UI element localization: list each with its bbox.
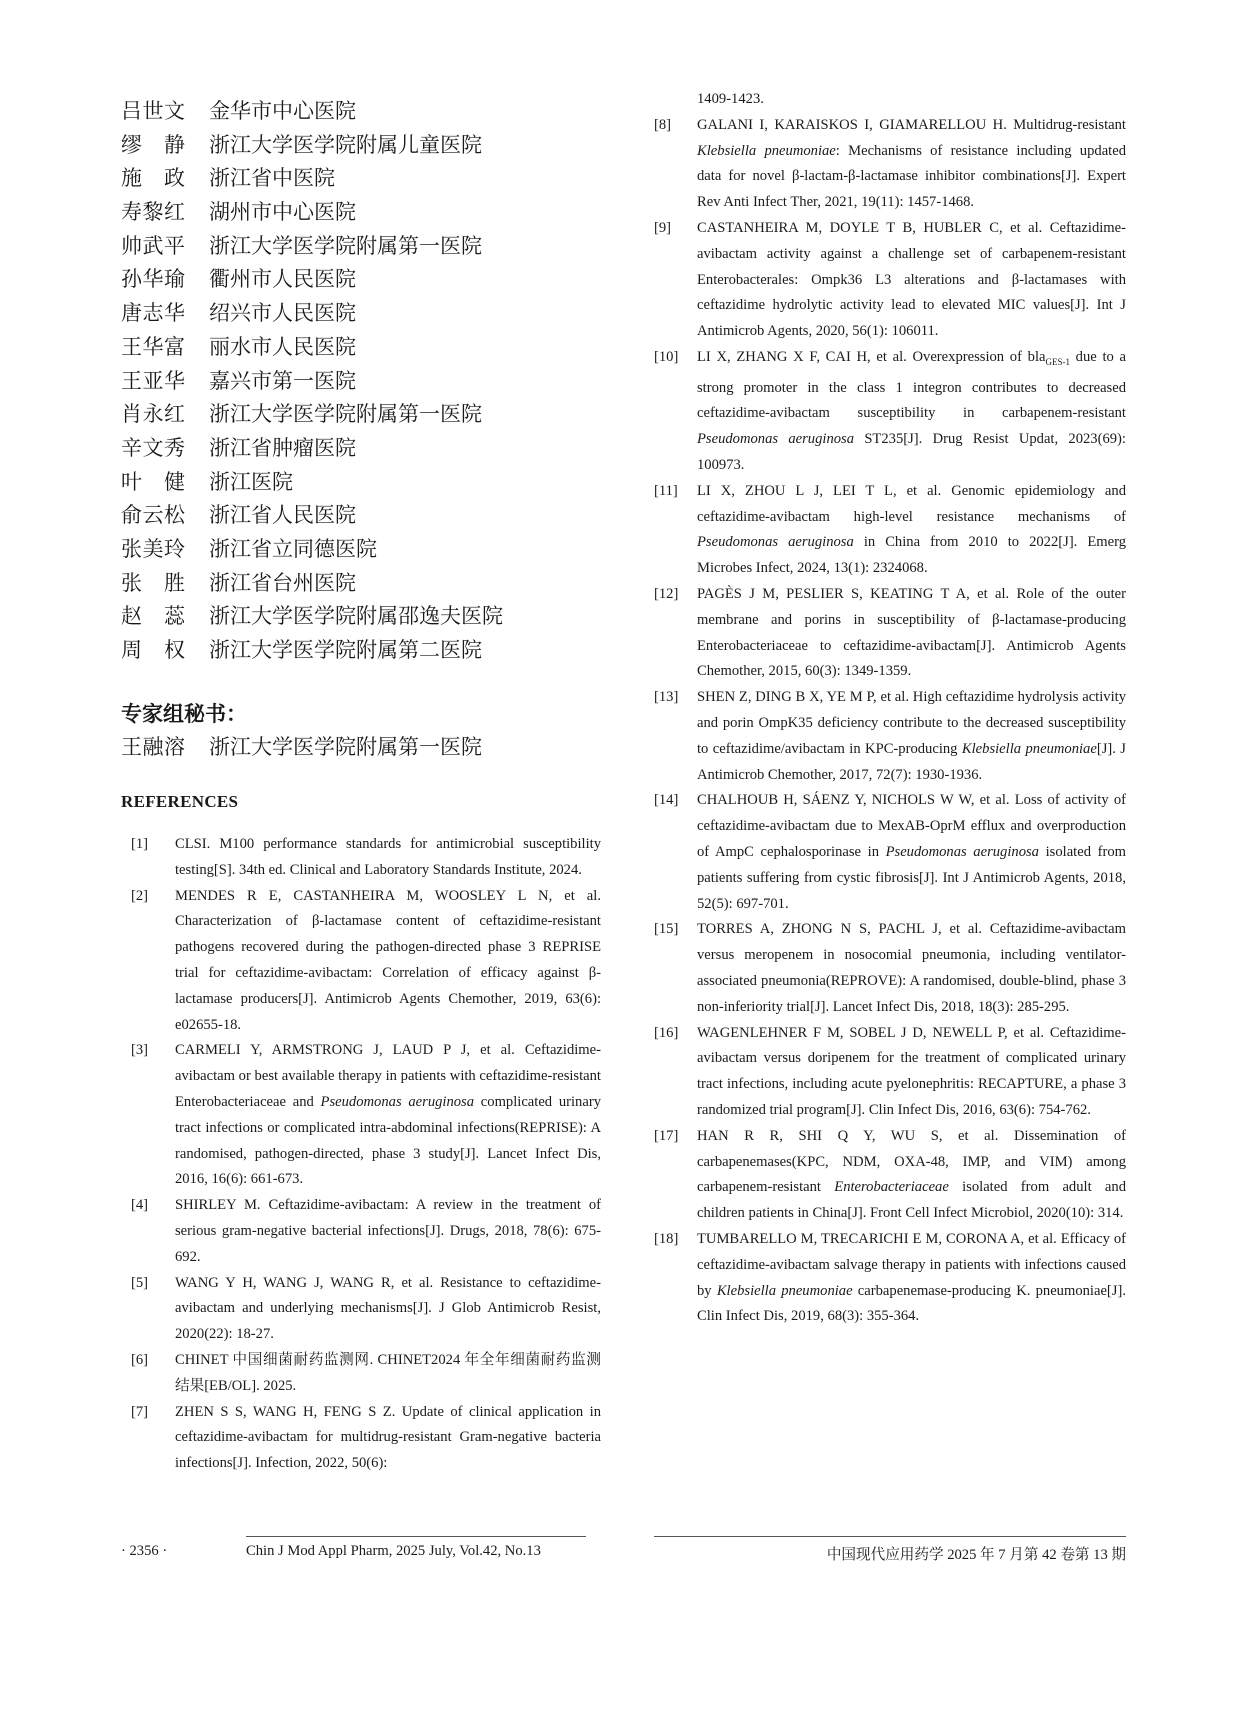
expert-entry [121,533,601,567]
reference-text [175,832,601,884]
expert-name: 王华富 [121,334,186,359]
reference-number: [8] [654,116,672,133]
reference-italic: Klebsiella pneumoniae [716,1282,853,1299]
expert-name: 吕世文 [121,99,186,123]
reference-number: [18] [654,1230,679,1247]
expert-entry [121,263,601,297]
reference-segment: CLSI. M100 performance standards for antimicrobial susceptibility testing[S]. 34th ed. Clinical and Laboratory Standards Institute, 2024. [175,836,601,878]
reference-number: [17] [654,1127,679,1144]
reference-text [697,113,1126,216]
page-number: · 2356 · [121,1543,168,1559]
expert-name: 张美玲 [121,536,186,561]
expert-hospital: 衢州市人民医院 [209,267,356,292]
reference-italic: Klebsiella pneumoniae [697,142,836,159]
reference-segment: TUMBARELLO M, TRECARICHI E M, CORONA A, et al. Efficacy of ceftazidime-avibactam salvage therapy in patients with infections caused by [697,1230,1126,1299]
expert-entry [121,398,601,432]
reference-text [697,1021,1126,1124]
reference-segment: SHIRLEY M. Ceftazidime-avibactam: A review in the treatment of serious gram-negative bacterial infections[J]. Drugs, 2018, 78(6): 675-692. [175,1197,601,1265]
expert-name: 施 政 [121,166,186,191]
expert-entry [121,432,601,466]
expert-hospital: 浙江省中医院 [209,166,335,191]
reference-segment: GALANI I, KARAISKOS I, GIAMARELLOU H. Multidrug-resistant [697,116,1126,133]
expert-entry [121,331,601,365]
reference-list-right [654,113,1126,1330]
expert-entry [121,230,601,264]
expert-entry [121,162,601,196]
reference-segment: [J]. J Antimicrob Chemother, 2017, 72(7): 1930-1936. [697,740,1126,783]
reference-italic: Pseudomonas aeruginosa [320,1093,475,1110]
expert-name: 叶 健 [121,469,186,494]
reference-segment: LI X, ZHANG X F, CAI H, et al. Overexpression of bla [697,348,1046,365]
reference-number: [9] [654,219,672,236]
expert-hospital: 浙江医院 [209,469,293,494]
expert-hospital: 丽水市人民医院 [209,334,356,359]
reference-segment: ZHEN S S, WANG H, FENG S Z. Update of clinical application in ceftazidime-avibactam for multidrug-resistant Gram-negative bacteria infections[J]. Infection, 2022, 50(6): [175,1403,601,1472]
reference-text [697,345,1126,479]
reference-segment: due to a strong promoter in the class 1 integron contributes to decreased ceftazidime-avibactam susceptibility in carbapenem-resistant [697,348,1126,422]
expert-entry [121,129,601,163]
reference-segment: WAGENLEHNER F M, SOBEL J D, NEWELL P, et al. Ceftazidime-avibactam versus doripenem for the treatment of complicated urinary tract infections, including acute pyelonephritis: RECAPTURE, a phase 3 randomized trial program[J]. Clin Infect Dis, 2016, 63(6): 754-762. [697,1024,1126,1118]
reference-item [131,1271,601,1348]
expert-name: 俞云松 [121,503,186,528]
reference-item [654,788,1126,917]
reference-item [654,216,1126,345]
reference-number: [1] [131,836,149,852]
reference-text [175,1400,601,1477]
right-column [654,87,1126,1330]
reference-number: [11] [654,482,678,499]
expert-hospital: 浙江大学医学院附属邵逸夫医院 [209,604,503,629]
reference-item [654,479,1126,582]
reference-segment: CASTANHEIRA M, DOYLE T B, HUBLER C, et al. Ceftazidime-avibactam activity against a challenge set of carbapenem-resistant Enterobacterales: Ompk36 L3 alterations and β-lactamases with ceftazidime hydrolytic activity lead to elevated MIC values[J]. Int J Antimicrob Agents, 2020, 56(1): 106011. [697,219,1126,340]
expert-entry [121,499,601,533]
reference-item [654,113,1126,216]
reference-number: [2] [131,887,149,904]
expert-name: 唐志华 [121,301,186,326]
expert-name: 王亚华 [121,368,186,393]
reference-number: [4] [131,1197,149,1214]
reference-item [131,1348,601,1400]
reference-text [175,1038,601,1193]
reference-segment: in China from 2010 to 2022[J]. Emerg Microbes Infect, 2024, 13(1): 2324068. [697,534,1126,577]
reference-item [654,685,1126,788]
expert-hospital: 浙江省人民医院 [209,503,356,528]
reference-item [131,1193,601,1270]
footer-divider-right [654,1536,1126,1537]
reference-item [131,832,601,884]
reference-text [697,917,1126,1020]
expert-hospital: 浙江省台州医院 [209,570,356,595]
reference-number: [14] [654,792,679,809]
expert-entry [121,634,601,668]
expert-name: 辛文秀 [121,435,186,460]
secretary-entry [121,731,601,764]
expert-name: 周 权 [121,638,186,662]
reference-text [697,216,1126,345]
reference-text [697,1227,1126,1330]
reference-text [697,582,1126,685]
secretary-hospital: 浙江大学医学院附属第一医院 [209,734,482,759]
secretary-name: 王融溶 [121,734,186,759]
expert-entry [121,365,601,399]
expert-name: 张 胜 [121,570,186,595]
reference-number: [7] [131,1403,149,1420]
reference-italic: Klebsiella pneumoniae [961,740,1097,757]
reference-text [175,1193,601,1270]
expert-entry [121,196,601,230]
expert-hospital: 浙江省立同德医院 [209,536,377,561]
reference-number: [13] [654,689,679,706]
reference-text [697,788,1126,917]
reference-item [654,1227,1126,1330]
reference-segment: LI X, ZHOU L J, LEI T L, et al. Genomic epidemiology and ceftazidime-avibactam high-level resistance mechanisms of [697,482,1126,525]
reference-number: [6] [131,1351,149,1368]
expert-hospital: 绍兴市人民医院 [209,301,356,326]
reference-text [697,685,1126,788]
reference-number: [3] [131,1042,149,1059]
expert-hospital: 浙江省肿瘤医院 [209,435,356,460]
reference-list-left [131,832,601,1477]
expert-name: 缪 静 [121,132,186,157]
reference-number: [16] [654,1024,679,1041]
expert-hospital: 浙江大学医学院附属儿童医院 [209,132,482,157]
reference-item [654,582,1126,685]
expert-entry [121,297,601,331]
expert-hospital: 金华市中心医院 [209,99,356,123]
reference-item [654,917,1126,1020]
footer-divider-left [246,1536,586,1537]
expert-hospital: 浙江大学医学院附属第一医院 [209,233,482,258]
reference-segment: CHALHOUB H, SÁENZ Y, NICHOLS W W, et al. Loss of activity of ceftazidime-avibactam due to MexAB-OprM efflux and overproduction of AmpC cephalosporinase in [697,792,1126,861]
reference-number: [5] [131,1274,149,1291]
expert-hospital: 浙江大学医学院附属第二医院 [209,638,482,662]
reference-italic: Enterobacteriaceae [834,1179,949,1196]
reference-number: [12] [654,586,679,603]
expert-name: 帅武平 [121,233,186,258]
expert-name: 寿黎红 [121,200,186,225]
reference-italic: Pseudomonas aeruginosa [885,844,1039,861]
expert-entry [121,567,601,601]
reference-item [131,1400,601,1477]
reference-item [654,1021,1126,1124]
reference-segment: isolated from patients suffering from cystic fibrosis[J]. Int J Antimicrob Agents, 2018, 52(5): 697-701. [697,844,1126,912]
reference-number: [10] [654,348,679,365]
reference-item [131,1038,601,1193]
reference-item [131,884,601,1039]
expert-hospital: 浙江大学医学院附属第一医院 [209,402,482,427]
journal-citation-chinese: 中国现代应用药学 2025 年 7 月第 42 卷第 13 期 [826,1547,1126,1563]
reference-text [175,1348,601,1400]
reference-item [654,345,1126,479]
reference-segment: : Mechanisms of resistance including updated data for novel β-lactam-β-lactamase inhibitor combinations[J]. Expert Rev Anti Infect Ther, 2021, 19(11): 1457-1468. [697,142,1126,211]
reference-segment: isolated from adult and children patients in China[J]. Front Cell Infect Microbiol, 2020(10): 314. [697,1179,1126,1222]
journal-citation: Chin J Mod Appl Pharm, 2025 July, Vol.42, No.13 [246,1543,541,1559]
reference-subscript: GES-1 [1045,356,1070,367]
reference-segment: HAN R R, SHI Q Y, WU S, et al. Dissemination of carbapenemases(KPC, NDM, OXA-48, IMP, and VIM) among carbapenem-resistant [697,1127,1126,1196]
expert-entry [121,95,601,129]
reference-continuation: 1409-1423. [697,91,764,107]
reference-segment: CARMELI Y, ARMSTRONG J, LAUD P J, et al. Ceftazidime-avibactam or best available therapy in patients with ceftazidime-resistant Enterobacteriaceae and [175,1042,601,1110]
left-column [121,95,601,812]
expert-name: 赵 蕊 [121,604,186,629]
reference-segment: MENDES R E, CASTANHEIRA M, WOOSLEY L N, et al. Characterization of β-lactamase content of ceftazidime-resistant pathogens recovered during the pathogen-directed phase 3 REPRISE trial for ceftazidime-avibactam: Correlation of efficacy against β-lactamase producers[J]. Antimicrob Agents Chemother, 2019, 63(6): e02655-18. [175,887,601,1033]
reference-segment: ST235[J]. Drug Resist Updat, 2023(69): 100973. [697,431,1126,474]
reference-segment: PAGÈS J M, PESLIER S, KEATING T A, et al. Role of the outer membrane and porins in susceptibility of β-lactamase-producing Enterobacteriaceae to ceftazidime-avibactam[J]. Antimicrob Agents Chemother, 2015, 60(3): 1349-1359. [697,586,1126,680]
reference-text [175,1271,601,1348]
expert-entry [121,466,601,500]
reference-segment: carbapenemase-producing K. pneumoniae[J]. Clin Infect Dis, 2019, 68(3): 355-364. [697,1282,1126,1325]
reference-segment: WANG Y H, WANG J, WANG R, et al. Resistance to ceftazidime-avibactam and underlying mechanisms[J]. J Glob Antimicrob Resist, 2020(22): 18-27. [175,1274,601,1343]
secretary-heading: 专家组秘书： [121,701,247,726]
reference-item [654,1124,1126,1227]
reference-segment: CHINET 中国细菌耐药监测网. CHINET2024 年全年细菌耐药监测结果[EB/OL]. 2025. [175,1351,601,1394]
expert-hospital: 嘉兴市第一医院 [209,368,356,393]
reference-segment: complicated urinary tract infections or complicated intra-abdominal infections(REPRISE): A randomised, pathogen-directed, phase 3 study[J]. Lancet Infect Dis, 2016, 16(6): 661-673. [175,1093,601,1188]
expert-hospital: 湖州市中心医院 [209,200,356,225]
expert-name: 孙华瑜 [121,267,186,292]
reference-segment: TORRES A, ZHONG N S, PACHL J, et al. Ceftazidime-avibactam versus meropenem in nosocomial pneumonia, including ventilator-associated pneumonia(REPROVE): A randomised, double-blind, phase 3 non-inferiority trial[J]. Lancet Infect Dis, 2018, 18(3): 285-295. [697,921,1126,1015]
reference-number: [15] [654,921,679,938]
expert-list [121,95,601,668]
expert-name: 肖永红 [121,402,186,427]
reference-text [175,884,601,1039]
references-heading: REFERENCES [121,791,239,811]
reference-text [697,1124,1126,1227]
reference-text [697,479,1126,582]
expert-entry [121,600,601,634]
reference-italic: Pseudomonas aeruginosa [697,431,855,448]
reference-segment: SHEN Z, DING B X, YE M P, et al. High ceftazidime hydrolysis activity and porin OmpK35 deficiency contribute to the decreased susceptibility to ceftazidime/avibactam in KPC-producing [697,689,1126,757]
reference-italic: Pseudomonas aeruginosa [697,534,854,551]
